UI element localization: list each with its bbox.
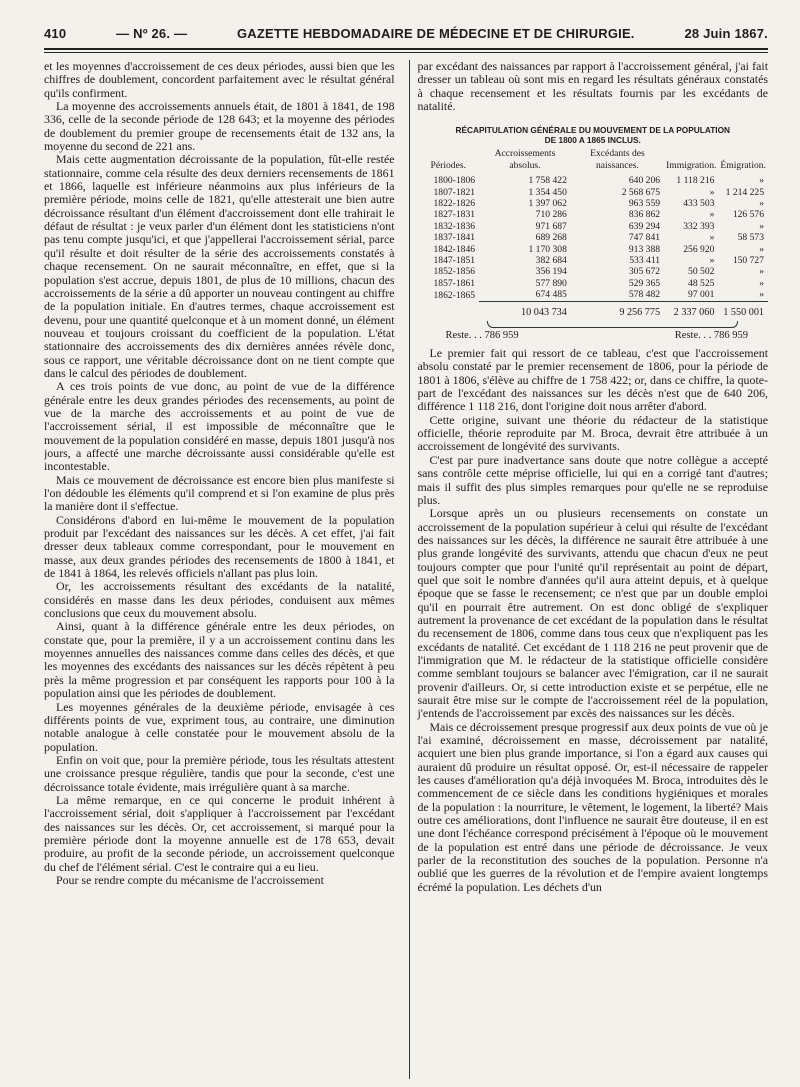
period-cell: 1832-1836 — [433, 220, 476, 232]
issue-number: — Nº 26. — — [116, 26, 188, 41]
paragraph: Pour se rendre compte du mécanisme de l'accroissement — [56, 872, 324, 887]
table-row — [417, 209, 768, 220]
header-rule-thin — [44, 52, 768, 53]
issue-date: 28 Juin 1867. — [684, 26, 768, 41]
value-cell: » — [759, 175, 764, 187]
left-column — [44, 60, 403, 1079]
table-body — [417, 175, 768, 318]
paragraph: Le premier fait qui ressort de ce tableau, c'est que l'accroissement absolu constaté par le premier recensement de 1806, pour la période de 1801 à 1806, s'élève au chiffre de 1 758 422; or, dans ce chiffre, la quote-part de l'excédant des naissances sur les décès n'est que de 640 206, différence 1 118 216, dont l'origine doit nous arrêter d'abord. — [417, 346, 768, 414]
value-cell: 1 397 062 — [528, 198, 567, 209]
value-cell: » — [759, 277, 764, 289]
value-cell: 48 525 — [688, 277, 715, 289]
period-cell: 1822-1826 — [433, 198, 476, 209]
value-cell: 689 268 — [535, 232, 567, 244]
totals-row — [417, 301, 768, 318]
table-row — [417, 187, 768, 198]
total-cell: 10 043 734 — [479, 301, 571, 318]
value-cell: 256 920 — [683, 243, 715, 255]
population-table — [417, 148, 768, 318]
paragraph: Cette origine, suivant une théorie du rédacteur de la statistique officielle, théorie reproduite par M. Broca, devrait être attribuée à un accroissement de longévité des survivants. — [417, 412, 768, 454]
period-cell: 1842-1846 — [433, 243, 476, 255]
value-cell: » — [759, 198, 764, 209]
period-cell: 1827-1831 — [433, 209, 476, 221]
period-cell: 1847-1851 — [433, 255, 476, 267]
period-cell: 1800-1806 — [433, 175, 476, 187]
two-column-body — [44, 60, 768, 1079]
paragraph: Les moyennes générales de la deuxième période, envisagée à ces différents points de vue, expriment tous, au contraire, une diminution notable analogue à celle constatée pour le mouvement absolu de la population. — [44, 699, 395, 754]
page-number: 410 — [44, 26, 67, 41]
value-cell: 533 411 — [629, 255, 661, 267]
paragraph: A ces trois points de vue donc, au point de vue de la différence générale entre les deux grandes périodes des recensements, au point de vue de la marche des accroissements et au point de vue de l'accroissement sérial, il est impossible de méconnaître que le mouvement de la population considéré en masse, depuis 1801 jusqu'à nos jours, a affecté une marche décroissante aussi considérable qu'elle est incontestable. — [44, 379, 395, 474]
value-cell: 963 559 — [628, 198, 661, 209]
value-cell: » — [759, 266, 764, 278]
value-cell: » — [759, 243, 764, 255]
table-title-line: RÉCAPITULATION GÉNÉRALE DU MOUVEMENT DE LA POPULATION — [455, 125, 731, 136]
column-header: Périodes. — [430, 159, 466, 171]
value-cell: 305 672 — [628, 266, 661, 278]
table-row — [417, 232, 768, 243]
value-cell: 640 206 — [628, 175, 661, 187]
column-header: Immigration. — [666, 159, 717, 171]
total-cell: 1 550 001 — [718, 301, 768, 318]
paragraph: Mais ce décroissement presque progressif aux deux points de vue où je l'ai examiné, décroissement en masse, décroissement par natalité, acquiert une bien plus grande importance, si l'on a égard aux causes qui auraient dû produire un résultat opposé. Or, est-il nécessaire de rappeler les causes d'amélioration qu'a déjà invoquées M. Broca, introduites dès le commencement de ce siècle dans les conditions hygiéniques et morales de la population : la nourriture, le vêtement, le logement, la liberté? Mais outre ces améliorations, dont l'influence ne saurait être douteuse, il en est une dont l'échéance correspond précisément à l'époque où le mouvement de la population est entré dans une période de décroissance. Je veux parler de la reconstitution des souches de la population. Personne n'a oublié que les guerres de la révolution et de l'empire avaient longtemps écrémé la population. Les déchets d'un — [417, 719, 768, 894]
value-cell: » — [709, 209, 715, 221]
table-title — [417, 125, 768, 145]
value-cell: 1 170 308 — [528, 243, 567, 255]
total-cell: 2 337 060 — [664, 301, 718, 318]
paragraph: par excédant des naissances par rapport à l'accroissement général, j'ai fait dresser un tableau où sont mis en regard les résultats généraux constatés à chaque recensement et les résultats fournis par les excédants de natalité. — [417, 60, 768, 114]
value-cell: 913 388 — [628, 243, 661, 255]
paragraph: C'est par pure inadvertance sans doute que notre collègue a accepté sans contrôle cette méprise officielle, lui qui en a corrigé tant d'autres; mais il suffit des plus simples remarques pour qu'elle ne se reproduise plus. — [417, 452, 768, 507]
column-header: Émigration. — [720, 159, 766, 171]
paragraph: La moyenne des accroissements annuels était, de 1801 à 1841, de 198 336, celle de la seconde période de 128 643; et la moyenne des périodes de doublement du premier groupe de recensements était de 132 ans, la moyenne du second de 221 ans. — [44, 99, 395, 154]
journal-title: GAZETTE HEBDOMADAIRE DE MÉDECINE ET DE CHIRURGIE. — [236, 26, 635, 41]
total-cell — [417, 301, 479, 318]
paragraph: La même remarque, en ce qui concerne le produit inhérent à l'accroissement sérial, doit s'appliquer à l'accroissement par l'excédant des naissances sur les décès. Or, cet accroissement, si marqué pour la première période dont la moyenne annuelle est de 178 653, devait produire, au profit de la seconde période, un accroissement quelconque du chef de l'élément sérial. C'est le contraire qui a eu lieu. — [44, 792, 395, 874]
value-cell: 710 286 — [535, 209, 567, 221]
value-cell: 529 365 — [628, 277, 661, 289]
value-cell: 836 862 — [628, 209, 661, 221]
running-header — [44, 26, 768, 48]
value-cell: » — [759, 289, 764, 301]
value-cell: 382 684 — [535, 255, 567, 267]
value-cell: 332 393 — [683, 220, 715, 232]
value-cell: 1 118 216 — [676, 175, 715, 187]
table-row — [417, 221, 768, 232]
table-row — [417, 244, 768, 255]
value-cell: » — [709, 255, 715, 267]
value-cell: 356 194 — [535, 266, 567, 278]
value-cell: 433 503 — [683, 198, 715, 209]
value-cell: 747 841 — [628, 232, 661, 244]
period-cell: 1857-1861 — [433, 277, 476, 289]
table-row — [417, 289, 768, 301]
value-cell: 97 001 — [688, 289, 715, 301]
column-header: Excédants des naissances. — [590, 148, 645, 171]
paragraph: Ainsi, quant à la différence générale entre les deux périodes, on constate que, pour la première, il y a un accroissement continu dans les moyennes annuelles des naissances comme dans celles des décès, et que les moyennes des excédants des naissances sur les décès répètent à peu près la même progression et par conséquent les rapports pour 100 à la population ainsi que les périodes de doublement. — [44, 619, 395, 701]
period-cell: 1837-1841 — [433, 232, 476, 244]
total-brace — [487, 321, 738, 328]
remainder-right: Reste. . . 786 959 — [674, 330, 748, 342]
remainder-left: Reste. . . 786 959 — [445, 330, 519, 342]
value-cell: 126 576 — [732, 209, 764, 221]
total-cell: 9 256 775 — [571, 301, 664, 318]
value-cell: » — [709, 186, 715, 198]
table-row — [417, 255, 768, 266]
table-row — [417, 175, 768, 186]
paragraph: Mais cette augmentation décroissante de la population, fût-elle restée stationnaire, comme cela résulte des deux derniers recensements de 1861 et 1866, laquelle est inférieure néanmoins aux plus inférieurs de la première période, moins celle de 1821, qu'elle attesterait une bien autre décroissance résultant d'un élément d'accroissement dont elle trahirait le défaut de résultat : je veux parler d'un élément dont les statisticiens n'ont pas tenu compte jusqu'ici, et que j'appellerai l'accroissement sérial, parce qu'il résulte et doit résulter de la série des accroissements constatés à chaque recensement. On ne saurait méconnaître, en effet, que si la population s'est accrue, depuis 1801, de plus de 10 millions, chacun des accroissements de la série a dû apporter un nouveau contingent au chiffre de la population initiale. En d'autres termes, chaque accroissement est devenu, pour une quantité quelconque et à un moment donné, un élément nouveau et toujours croissant du coefficient de la population. L'état stationnaire des accroissements des dix dernières années révèle donc, sous ce rapport, une véritable décroissance dont on ne tient compte que dans le calcul des périodes de doublement. — [44, 152, 395, 380]
table-row — [417, 278, 768, 289]
value-cell: 578 482 — [628, 289, 661, 301]
right-column — [415, 60, 768, 1079]
table-row — [417, 266, 768, 277]
period-cell: 1807-1821 — [433, 186, 476, 198]
paragraph: Mais ce mouvement de décroissance est encore bien plus manifeste si l'on dédouble les éléments qu'il comprend et si l'on examine de plus près la manière dont il s'effectue. — [44, 472, 395, 514]
value-cell: 1 758 422 — [528, 175, 567, 187]
header-rule — [44, 48, 768, 50]
column-header: Accroissements absolus. — [494, 148, 556, 171]
paragraph: Or, les accroissements résultant des excédants de la natalité, considérés en masse dans les deux périodes, conduisent aux mêmes conclusions que ceux du mouvement absolu. — [44, 579, 395, 621]
value-cell: 971 687 — [535, 220, 567, 232]
value-cell: 58 573 — [737, 232, 764, 244]
value-cell: 577 890 — [535, 277, 567, 289]
value-cell: 1 214 225 — [725, 186, 764, 198]
value-cell: 2 568 675 — [621, 186, 661, 198]
table-row — [417, 198, 768, 209]
paragraph: et les moyennes d'accroissement de ces deux périodes, aussi bien que les chiffres de doublement, concordent parfaitement avec le résultat général qu'ils confirment. — [44, 60, 395, 100]
value-cell: » — [709, 232, 715, 244]
value-cell: » — [759, 220, 764, 232]
table-header-row — [417, 148, 768, 175]
value-cell: 1 354 450 — [528, 186, 567, 198]
value-cell: 639 294 — [628, 220, 661, 232]
column-divider — [409, 60, 410, 1079]
value-cell: 674 485 — [535, 289, 567, 301]
value-cell: 150 727 — [732, 255, 764, 267]
paragraph: Considérons d'abord en lui-même le mouvement de la population produit par l'excédant des naissances sur les décès. A cet effet, j'ai fait dresser deux tableaux comme correspondant, pour le mouvement en masse, aux deux grandes périodes des recensements de 1800 à 1841, et de 1841 à 1864, les relevés officiels n'allant pas plus loin. — [44, 512, 395, 581]
period-cell: 1862-1865 — [433, 289, 476, 301]
period-cell: 1852-1856 — [433, 266, 476, 278]
paragraph: Enfin on voit que, pour la première période, tous les résultats attestent une croissance presque régulière, tandis que pour la seconde, c'est une décroissance totale évidente, mais irrégulière quant à sa marche. — [44, 752, 395, 794]
table-title-line: DE 1800 A 1865 INCLUS. — [544, 135, 641, 146]
remainder-row — [417, 330, 768, 341]
value-cell: 50 502 — [688, 266, 715, 278]
paragraph: Lorsque après un ou plusieurs recensements on constate un accroissement de la population supérieur à celui qui résulte de l'excédant des naissances sur les décès, la différence ne saurait être attribuée à une plus grande longévité des survivants, attendu que chacun d'eux ne peut toujours compter que pour l'unité qu'il représentait au point de départ, quel que soit le nombre d'années qu'il aura atteint depuis, et à quelque époque que se fasse le recensement; ce n'est que par un double emploi qu'il en pourrait être autrement. On est donc obligé de s'expliquer autrement la provenance de cet excédant de la population dans le résultat du recensement de 1806, comme dans tous ceux que n'expliquent pas les excédants de natalité. Cet excédant de 1 118 216 ne peut provenir que de l'immigration que M. le rédacteur de la statistique officielle considère comme semblant toujours se balancer avec l'émigration, car il ne saurait provenir d'ailleurs. Or, si cette introduction existe et se perpétue, elle ne saurait être mise sur le compte de l'accroissement réel de la population, j'entends de l'accroissement par excès des naissances sur les décès. — [417, 506, 768, 721]
